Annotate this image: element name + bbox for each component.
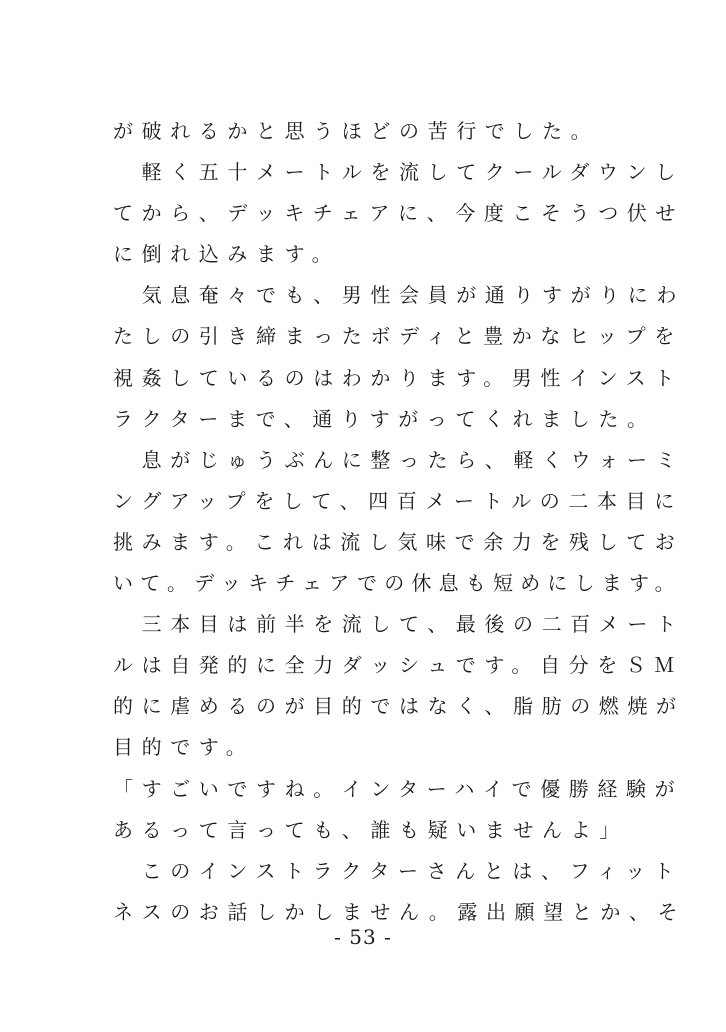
page-number: - 53 - — [334, 925, 392, 949]
text-line: 軽く五十メートルを流してクールダウンし — [113, 160, 684, 185]
text-line: 息がじゅうぶんに整ったら、軽くウォーミ — [113, 447, 685, 472]
text-line: たしの引き締まったボディと豊かなヒップを — [113, 324, 683, 349]
text-line: このインストラクターさんとは、フィット — [113, 858, 683, 883]
text-line: いて。デッキチェアでの休息も短めにします。 — [113, 571, 682, 596]
text-line: 挑みます。これは流し気味で余力を残してお — [113, 529, 684, 554]
text-line: に倒れ込みます。 — [113, 242, 341, 267]
text-line: 「すごいですね。インターハイで優勝経験が — [113, 776, 684, 801]
body-text — [113, 111, 687, 933]
text-line: 的に虐めるのが目的ではなく、脂肪の燃焼が — [113, 694, 685, 719]
text-line: 視姦しているのはわかります。男性インスト — [113, 365, 683, 390]
text-line: ルは自発的に全力ダッシュです。自分をＳＭ — [113, 653, 683, 678]
text-line: あるって言っても、誰も疑いませんよ」 — [113, 817, 628, 842]
text-line: 気息奄々でも、男性会員が通りすがりにわ — [113, 283, 685, 308]
text-line: ネスのお話しかしません。露出願望とか、そ — [113, 899, 687, 924]
text-line: てから、デッキチェアに、今度こそうつ伏せ — [113, 201, 684, 226]
text-line: ラクターまで、通りすがってくれました。 — [113, 406, 656, 431]
text-line: が破れるかと思うほどの苦行でした。 — [113, 119, 600, 143]
text-line: ングアップをして、四百メートルの二本目に — [113, 488, 683, 513]
text-line: 目的です。 — [113, 735, 255, 760]
text-line: 三本目は前半を流して、最後の二百メート — [113, 612, 685, 637]
